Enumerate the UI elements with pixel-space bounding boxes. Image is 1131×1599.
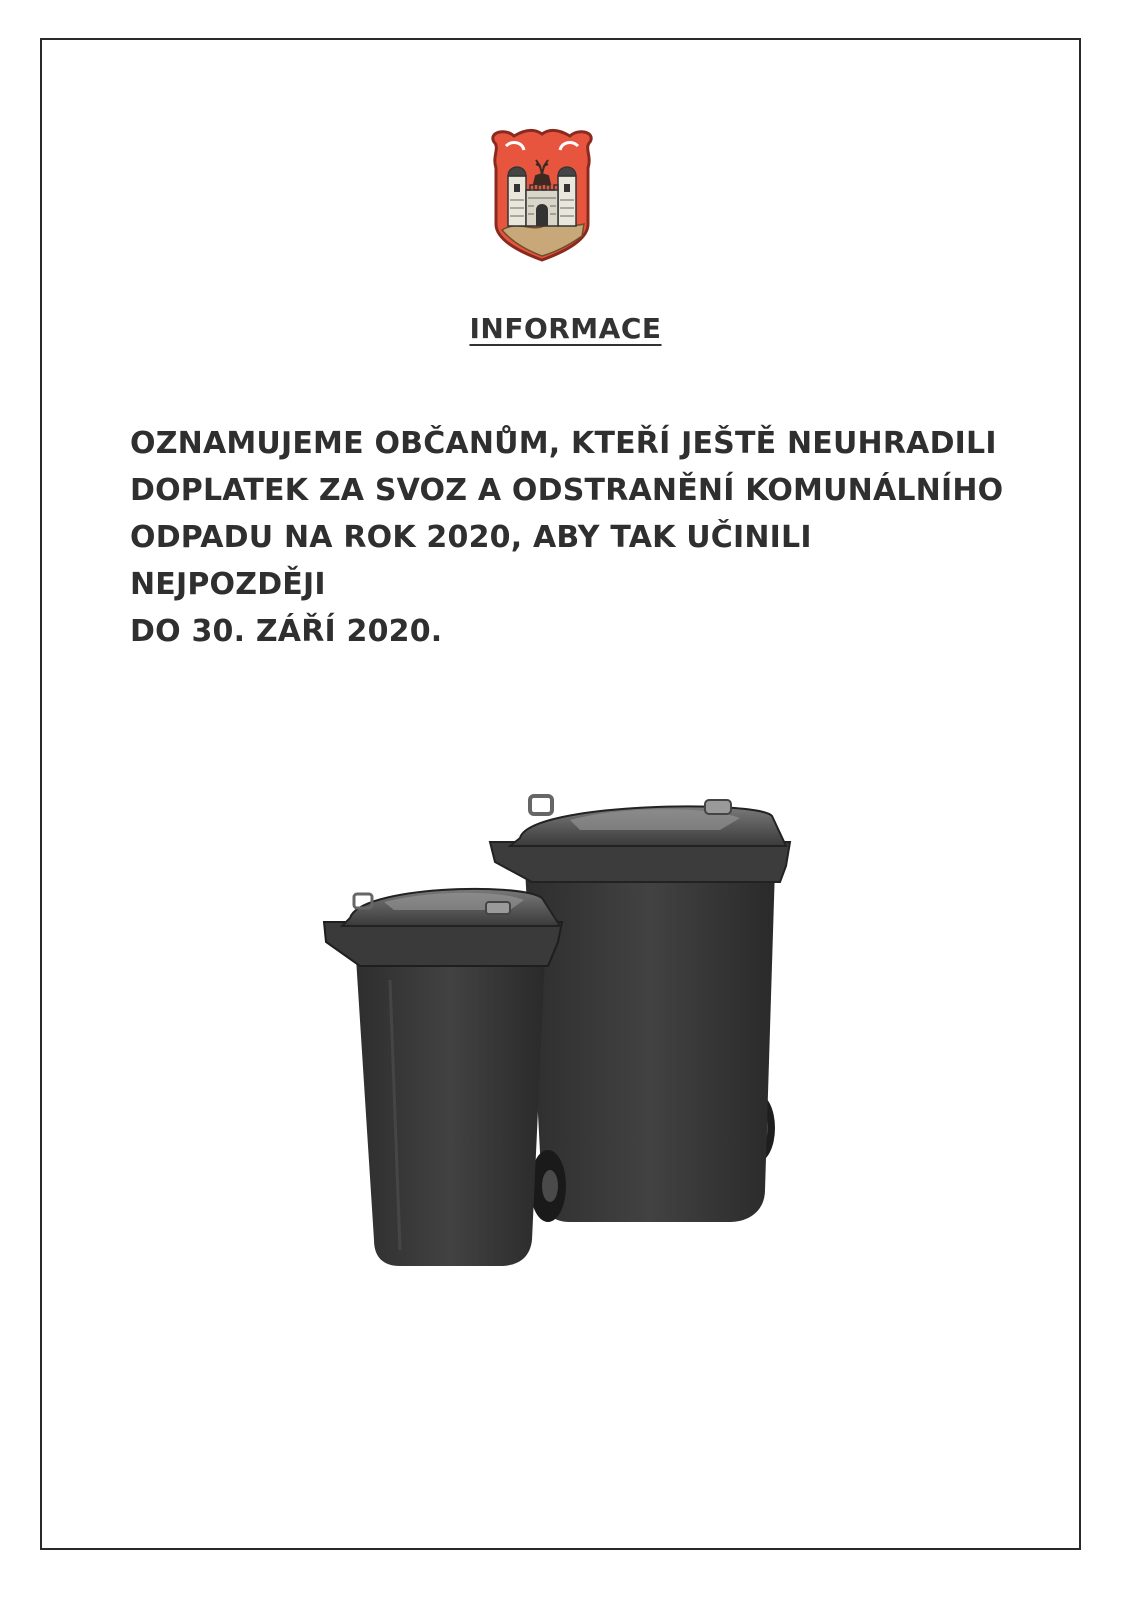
document-title-text: INFORMACE [469, 312, 662, 345]
small-bin [324, 889, 566, 1266]
waste-bins-illustration [320, 790, 820, 1290]
document-title [0, 312, 1131, 345]
payment-notice: OZNAMUJEME OBČANŮM, KTEŘÍ JEŠTĚ NEUHRADILI DOPLATEK ZA SVOZ A ODSTRANĚNÍ KOMUNÁLNÍHO ODPADU NA ROK 2020, ABY TAK UČINILI NEJPOZDĚJI DO 30. ZÁŘÍ 2020. [130, 426, 1004, 649]
coat-of-arms-icon [484, 128, 600, 262]
